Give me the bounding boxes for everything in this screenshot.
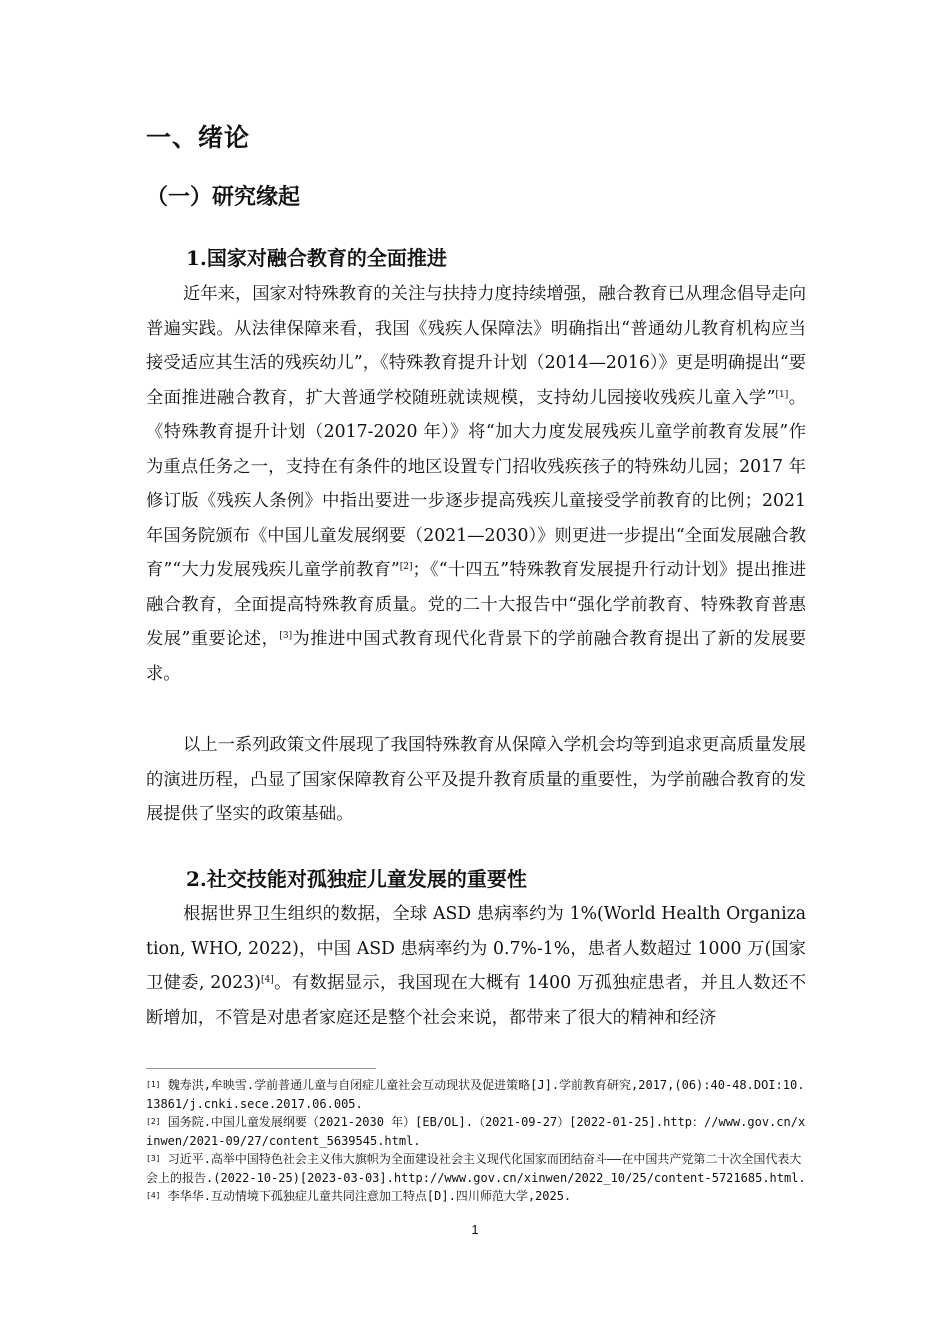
footnote-mark: [4] — [146, 1191, 161, 1200]
footnote — [146, 1187, 806, 1206]
page-number: 1 — [471, 1222, 479, 1237]
section-heading: （一）研究缘起 — [146, 184, 301, 210]
footnote-text: 习近平.高举中国特色社会主义伟大旗帜为全面建设社会主义现代化国家而团结奋斗——在中国共产党第二十次全国代表大会上的报告.(2022-10-25)[2023-03-03].http://www.gov.cn/xinwen/2022_10/25/content-5721685.html. — [146, 1152, 806, 1185]
footnotes — [146, 1076, 806, 1206]
footnote — [146, 1150, 806, 1187]
subsection-heading-2: 2.社交技能对孤独症儿童发展的重要性 — [186, 867, 527, 891]
footnote-mark: [3] — [146, 1154, 161, 1163]
footnote-divider — [146, 1068, 376, 1069]
paragraph-text: 根据世界卫生组织的数据，全球 ASD 患病率约为 1%(World Health Organization, WHO, 2022)，中国 ASD 患病率约为 0.7%-1%，患者人数超过 1000 万(国家卫健委, 2023) — [146, 904, 806, 993]
paragraph-policy — [146, 277, 806, 691]
paragraph-text: 以上一系列政策文件展现了我国特殊教育从保障入学机会均等到追求更高质量发展的演进历程，凸显了国家保障教育公平及提升教育质量的重要性，为学前融合教育的发展提供了坚实的政策基础。 — [146, 735, 806, 824]
subsection-heading-1: 1.国家对融合教育的全面推进 — [186, 246, 447, 270]
citation-ref: [4] — [261, 975, 274, 985]
footnote-text: 魏寿洪,牟映雪.学前普通儿童与自闭症儿童社会互动现状及促进策略[J].学前教育研究,2017,(06):40-48.DOI:10.13861/j.cnki.sece.2017.06.005. — [146, 1078, 805, 1111]
paragraph-text: 。《特殊教育提升计划（2017-2020 年）》将“加大力度发展残疾儿童学前教育发展”作为重点任务之一，支持在有条件的地区设置专门招收残疾孩子的特殊幼儿园；2017 年修订版《残疾人条例》中指出要进一步逐步提高残疾儿童接受学前教育的比例；2021 年国务院颁布《中国儿童发展纲要（2021—2030）》则更进一步提出“全面发展融合教育”“大力发展残疾儿童学前教育” — [146, 387, 806, 580]
footnote-text: 国务院.中国儿童发展纲要（2021-2030 年）[EB/OL].（2021-09-27）[2022-01-25].http：//www.gov.cn/xinwen/2021-09/27/content_5639545.html. — [146, 1115, 806, 1148]
footnote-text: 李华华.互动情境下孤独症儿童共同注意加工特点[D].四川师范大学,2025. — [167, 1189, 572, 1203]
paragraph-asd — [146, 897, 806, 1035]
footnote-mark: [2] — [146, 1117, 161, 1126]
chapter-heading: 一、绪论 — [146, 123, 251, 152]
footnote-mark: [1] — [146, 1080, 161, 1089]
paragraph-summary — [146, 728, 806, 832]
paragraph-text: 。有数据显示，我国现在大概有 1400 万孤独症患者，并且人数还不断增加，不管是对患者家庭还是整个社会来说，都带来了很大的精神和经济 — [146, 973, 806, 1028]
paragraph-text: 为推进中国式教育现代化背景下的学前融合教育提出了新的发展要求。 — [146, 629, 806, 684]
citation-ref: [2] — [399, 562, 413, 572]
paragraph-text: ；《“十四五”特殊教育发展提升行动计划》提出推进融合教育，全面提高特殊教育质量。党的二十大报告中“强化学前教育、特殊教育普惠发展”重要论述， — [146, 560, 806, 649]
footnote — [146, 1076, 806, 1113]
citation-ref: [1] — [775, 389, 789, 400]
paragraph-text: 近年来，国家对特殊教育的关注与扶持力度持续增强，融合教育已从理念倡导走向普遍实践。从法律保障来看，我国《残疾人保障法》明确指出“普通幼儿教育机构应当接受适应其生活的残疾幼儿”，《特殊教育提升计划（2014—2016）》更是明确提出“要全面推进融合教育，扩大普通学校随班就读规模，支持幼儿园接收残疾儿童入学” — [146, 284, 806, 408]
citation-ref: [3] — [279, 631, 293, 641]
footnote — [146, 1113, 806, 1150]
